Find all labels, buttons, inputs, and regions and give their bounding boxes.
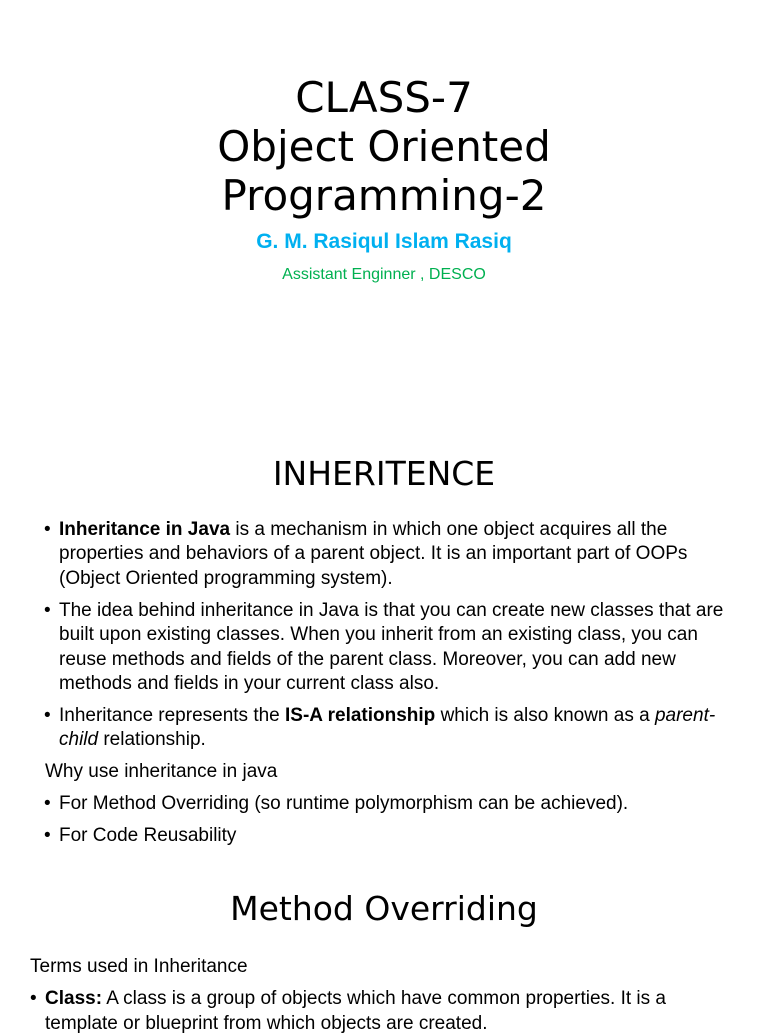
inheritance-heading: INHERITENCE: [272, 454, 496, 493]
list-item: [44, 704, 734, 753]
inheritance-bullet-list: [44, 518, 734, 856]
slide-title-line-2: Object Oriented: [217, 122, 551, 171]
list-item: [30, 987, 730, 1036]
bullet-text: Inheritance represents the: [59, 704, 286, 726]
list-item: [44, 792, 734, 816]
bold-term: Inheritance in Java: [59, 519, 231, 540]
subheading-text: Why use inheritance in java: [45, 761, 278, 783]
bold-term: IS-A relationship: [285, 704, 436, 726]
terms-title: Terms used in Inheritance: [30, 956, 248, 977]
italic-term: parent-child: [59, 704, 716, 751]
bullet-text: A class is a group of objects which have common properties. It is a template or blueprint from which objects are created.: [45, 988, 666, 1034]
slide-title-line-3: Programming-2: [221, 171, 547, 220]
bullet-text: For Code Reusability: [59, 824, 237, 846]
list-item: [44, 599, 734, 697]
bullet-text: which is also known as a: [435, 704, 655, 726]
method-overriding-heading: Method Overriding: [230, 889, 538, 928]
list-item: [44, 760, 734, 784]
bullet-text: is a mechanism in which one object acquires all the properties and behaviors of a parent object. It is an important part of OOPs (Object Oriented programming system).: [59, 519, 688, 589]
bullet-text: For Method Overriding (so runtime polymorphism can be achieved).: [59, 793, 629, 815]
list-item: [44, 824, 734, 848]
bold-term: Class:: [45, 988, 103, 1010]
list-item: [44, 518, 734, 591]
author-role: Assistant Enginner , DESCO: [282, 266, 486, 283]
slide-title-line-1: CLASS-7: [295, 73, 473, 122]
author-name: G. M. Rasiqul Islam Rasiq: [256, 230, 512, 253]
bullet-text: relationship.: [98, 729, 206, 751]
bullet-text: The idea behind inheritance in Java is that you can create new classes that are built upon existing classes. When you inherit from an existing class, you can reuse methods and fields of the parent class. Moreover, you can add new methods and fields in your current class also.: [59, 599, 724, 694]
